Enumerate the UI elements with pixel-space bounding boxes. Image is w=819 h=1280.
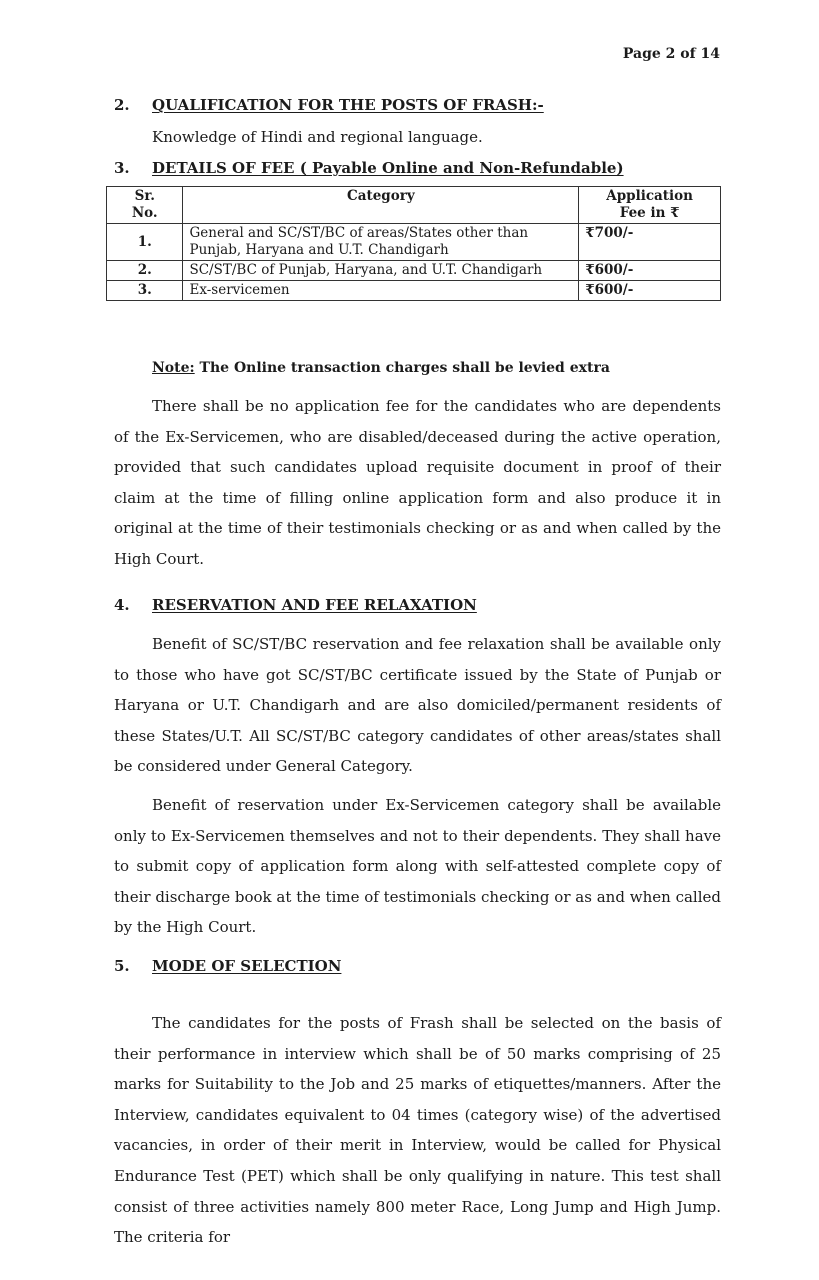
header-category: Category — [183, 187, 579, 224]
cell-fee: ₹600/- — [579, 261, 721, 281]
section-3-heading — [114, 159, 624, 177]
header-text: Fee in ₹ — [619, 205, 680, 221]
fee-note — [152, 360, 610, 376]
section-title: RESERVATION AND FEE RELAXATION — [152, 596, 477, 614]
cell-fee: ₹600/- — [579, 281, 721, 301]
section-5-heading — [114, 957, 341, 975]
fee-table — [106, 186, 721, 301]
fee-exemption-paragraph: There shall be no application fee for the candidates who are dependents of the Ex-Servicemen, who are disabled/deceased during the active operation, provided that such candidates upload requisite document in proof of their claim at the time of filling online application form and also produce it in original at the time of their testimonials checking or as and when called by the High Court. — [114, 397, 721, 568]
cell-sr: 1. — [107, 224, 183, 261]
table-row — [107, 281, 721, 301]
cell-category — [183, 224, 579, 261]
section-2-heading — [114, 96, 544, 114]
section-title: MODE OF SELECTION — [152, 957, 342, 975]
note-text: The Online transaction charges shall be levied extra — [194, 360, 610, 376]
selection-paragraph: The candidates for the posts of Frash shall be selected on the basis of their performance in interview which shall be of 50 marks comprising of 25 marks for Suitability to the Job and 25 marks of etiquettes/manners. After the Interview, candidates equivalent to 04 times (category wise) of the advertised vacancies, in order of their merit in Interview, would be called for Physical Endurance Test (PET) which shall be only qualifying in nature. This test shall consist of three activities namely 800 meter Race, Long Jump and High Jump. The criteria for — [114, 1014, 721, 1247]
reservation-paragraph-1: Benefit of SC/ST/BC reservation and fee relaxation shall be available only to those who have got SC/ST/BC certificate issued by the State of Punjab or Haryana or U.T. Chandigarh and are also domiciled/permanent residents of these States/U.T. All SC/ST/BC category candidates of other areas/states shall be considered under General Category. — [114, 635, 721, 776]
header-text: Application — [606, 188, 693, 204]
header-fee — [579, 187, 721, 224]
reservation-paragraph-2: Benefit of reservation under Ex-Servicemen category shall be available only to Ex-Servicemen themselves and not to their dependents. They shall have to submit copy of application form along with self-attested complete copy of their discharge book at the time of testimonials checking or as and when called by the High Court. — [114, 796, 721, 937]
header-sr-no — [107, 187, 183, 224]
section-number: 2. — [114, 96, 130, 114]
cell-sr: 2. — [107, 261, 183, 281]
table-row — [107, 261, 721, 281]
cell-text: Punjab, Haryana and U.T. Chandigarh — [189, 242, 449, 258]
qualification-text: Knowledge of Hindi and regional language. — [152, 128, 483, 146]
section-number: 4. — [114, 596, 130, 614]
cell-text: General and SC/ST/BC of areas/States other than — [189, 225, 529, 241]
page-number: Page 2 of 14 — [622, 46, 720, 62]
section-4-heading — [114, 596, 477, 614]
table-header-row — [107, 187, 721, 224]
cell-fee: ₹700/- — [579, 224, 721, 261]
table-row — [107, 224, 721, 261]
cell-category: SC/ST/BC of Punjab, Haryana, and U.T. Chandigarh — [183, 261, 579, 281]
section-title: QUALIFICATION FOR THE POSTS OF FRASH:- — [152, 96, 544, 114]
header-text: Sr. — [134, 188, 155, 204]
cell-category: Ex-servicemen — [183, 281, 579, 301]
section-title: DETAILS OF FEE ( Payable Online and Non-Refundable) — [152, 159, 624, 177]
header-text: No. — [131, 205, 158, 221]
section-number: 5. — [114, 957, 130, 975]
section-number: 3. — [114, 159, 130, 177]
cell-sr: 3. — [107, 281, 183, 301]
note-label: Note: — [152, 360, 195, 376]
